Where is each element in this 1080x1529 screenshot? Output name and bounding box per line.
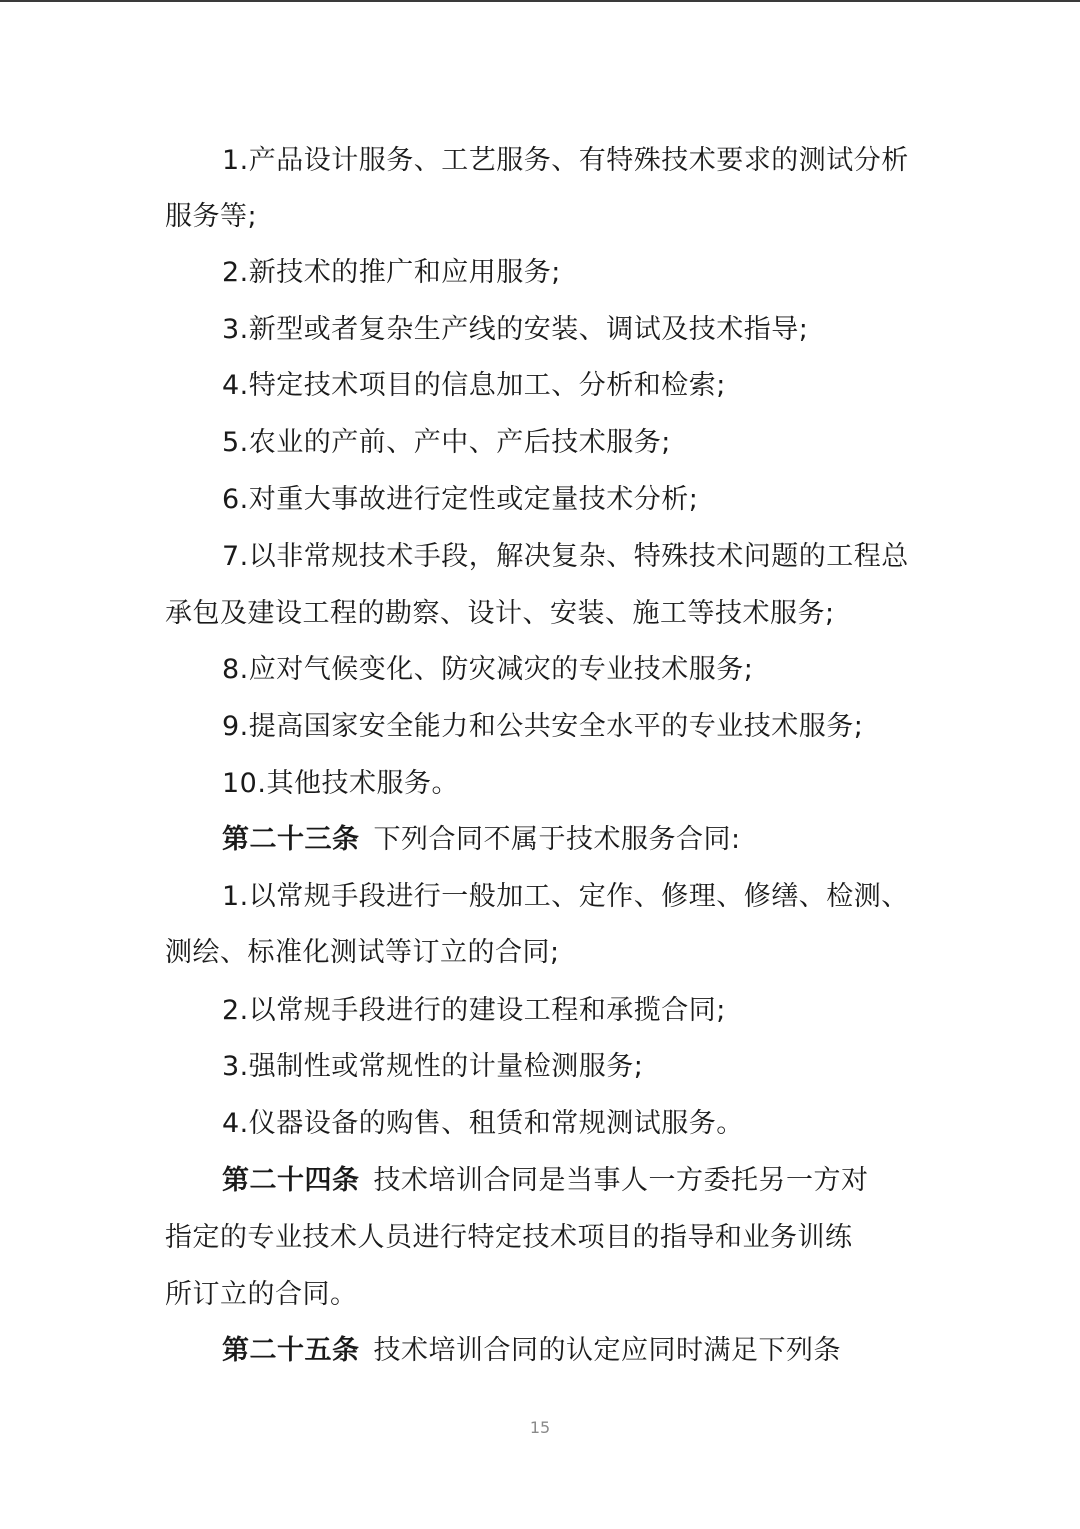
text-line-6: 5.农业的产前、产中、产后技术服务; [222, 427, 671, 458]
top-border-line [0, 0, 1080, 2]
text-line-2: 服务等; [165, 201, 258, 232]
text-line-10: 8.应对气候变化、防灾减灾的专业技术服务; [222, 654, 754, 685]
text-line-20: 指定的专业技术人员进行特定技术项目的指导和业务训练 [165, 1222, 853, 1253]
text-line-9: 承包及建设工程的勘察、设计、安装、施工等技术服务; [165, 598, 835, 629]
text-line-3: 2.新技术的推广和应用服务; [222, 257, 561, 288]
text-line-15: 测绘、标准化测试等订立的合同; [165, 937, 560, 968]
text-line-16: 2.以常规手段进行的建设工程和承揽合同; [222, 995, 726, 1026]
text-line-5: 4.特定技术项目的信息加工、分析和检索; [222, 370, 726, 401]
text-line-4: 3.新型或者复杂生产线的安装、调试及技术指导; [222, 314, 809, 345]
page-number: 15 [529, 1418, 551, 1437]
text-line-11: 9.提高国家安全能力和公共安全水平的专业技术服务; [222, 711, 864, 742]
text-line-17: 3.强制性或常规性的计量检测服务; [222, 1051, 644, 1082]
text-line-8: 7.以非常规技术手段，解决复杂、特殊技术问题的工程总 [222, 541, 909, 572]
text-line-21: 所订立的合同。 [165, 1279, 358, 1310]
text-line-1: 1.产品设计服务、工艺服务、有特殊技术要求的测试分析 [222, 145, 909, 176]
text-line-7: 6.对重大事故进行定性或定量技术分析; [222, 484, 699, 515]
article-23-heading: 第二十三条 下列合同不属于技术服务合同: [222, 824, 741, 855]
text-line-18: 4.仪器设备的购售、租赁和常规测试服务。 [222, 1108, 744, 1139]
text-line-14: 1.以常规手段进行一般加工、定作、修理、修缮、检测、 [222, 881, 909, 912]
article-24-heading: 第二十四条 技术培训合同是当事人一方委托另一方对 [222, 1165, 869, 1196]
article-25-heading: 第二十五条 技术培训合同的认定应同时满足下列条 [222, 1335, 841, 1366]
article-title: 第二十四条 [222, 1165, 360, 1196]
text-line-12: 10.其他技术服务。 [222, 768, 459, 799]
article-title: 第二十三条 [222, 824, 360, 855]
article-title: 第二十五条 [222, 1335, 360, 1366]
